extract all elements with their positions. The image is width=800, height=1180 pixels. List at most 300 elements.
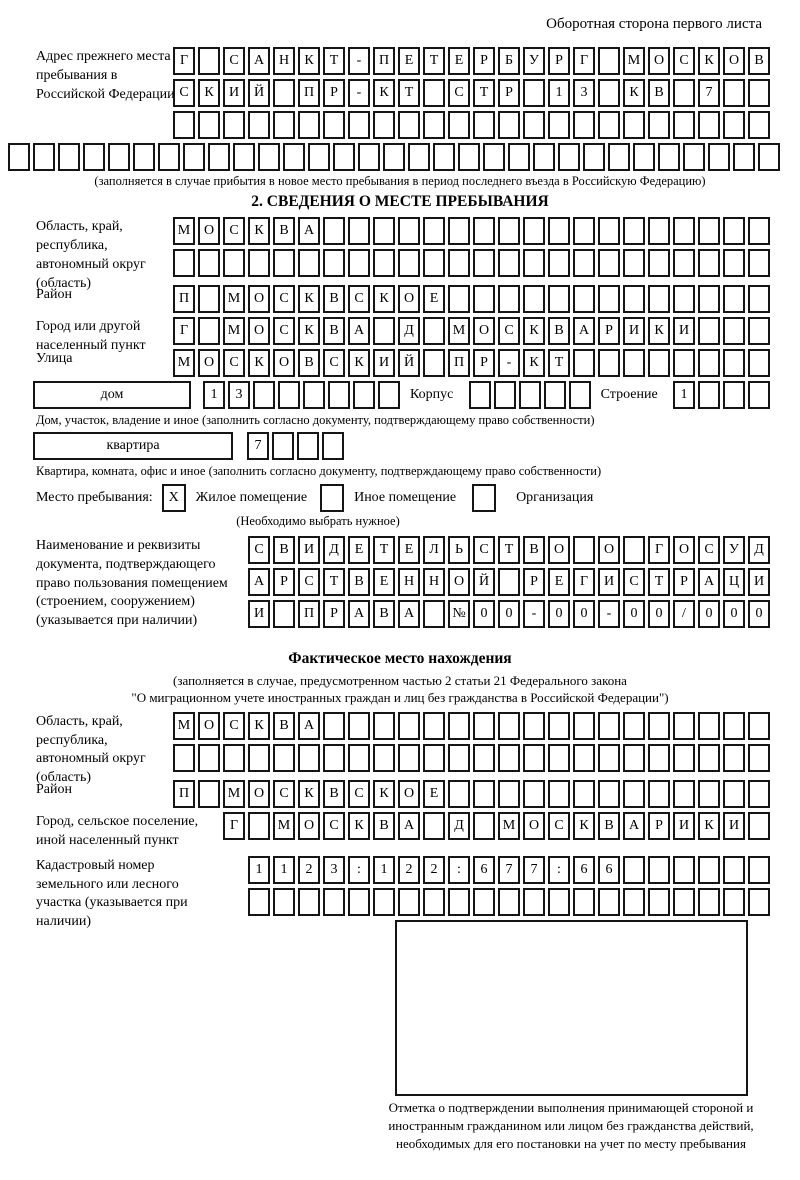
char-cell[interactable]: В bbox=[323, 317, 345, 345]
char-cell[interactable]: Д bbox=[748, 536, 770, 564]
char-cell[interactable]: Г bbox=[573, 568, 595, 596]
char-cell[interactable] bbox=[498, 285, 520, 313]
char-cell[interactable] bbox=[272, 432, 294, 460]
char-cell[interactable]: 0 bbox=[548, 600, 570, 628]
char-cell[interactable]: К bbox=[373, 780, 395, 808]
char-cell[interactable]: 2 bbox=[298, 856, 320, 884]
char-cell[interactable]: О bbox=[648, 47, 670, 75]
char-cell[interactable]: С bbox=[273, 317, 295, 345]
char-cell[interactable] bbox=[322, 432, 344, 460]
char-cell[interactable]: Н bbox=[273, 47, 295, 75]
char-cell[interactable] bbox=[723, 780, 745, 808]
char-cell[interactable]: О bbox=[248, 285, 270, 313]
char-cell[interactable] bbox=[648, 888, 670, 916]
char-cell[interactable] bbox=[623, 744, 645, 772]
char-cell[interactable] bbox=[748, 812, 770, 840]
char-cell[interactable]: 0 bbox=[623, 600, 645, 628]
char-cell[interactable] bbox=[298, 888, 320, 916]
char-cell[interactable] bbox=[498, 744, 520, 772]
char-cell[interactable]: Н bbox=[423, 568, 445, 596]
char-cell[interactable] bbox=[523, 111, 545, 139]
char-cell[interactable] bbox=[598, 111, 620, 139]
char-cell[interactable]: - bbox=[348, 47, 370, 75]
char-cell[interactable] bbox=[673, 249, 695, 277]
char-cell[interactable] bbox=[698, 111, 720, 139]
char-cell[interactable]: К bbox=[298, 780, 320, 808]
char-cell[interactable] bbox=[583, 143, 605, 171]
char-cell[interactable] bbox=[598, 780, 620, 808]
char-cell[interactable]: И bbox=[373, 349, 395, 377]
char-cell[interactable]: М bbox=[273, 812, 295, 840]
char-cell[interactable]: 6 bbox=[473, 856, 495, 884]
char-cell[interactable] bbox=[623, 217, 645, 245]
char-cell[interactable] bbox=[748, 856, 770, 884]
char-cell[interactable] bbox=[558, 143, 580, 171]
char-cell[interactable] bbox=[623, 249, 645, 277]
char-cell[interactable] bbox=[723, 349, 745, 377]
char-cell[interactable] bbox=[323, 111, 345, 139]
char-cell[interactable] bbox=[573, 249, 595, 277]
char-cell[interactable]: В bbox=[648, 79, 670, 107]
char-cell[interactable]: В bbox=[273, 712, 295, 740]
char-cell[interactable] bbox=[158, 143, 180, 171]
char-cell[interactable]: Г bbox=[223, 812, 245, 840]
char-cell[interactable]: О bbox=[273, 349, 295, 377]
char-cell[interactable] bbox=[573, 111, 595, 139]
char-cell[interactable] bbox=[248, 744, 270, 772]
char-cell[interactable]: В bbox=[273, 217, 295, 245]
char-cell[interactable] bbox=[423, 812, 445, 840]
char-cell[interactable] bbox=[283, 143, 305, 171]
char-cell[interactable]: Т bbox=[473, 79, 495, 107]
char-cell[interactable] bbox=[173, 249, 195, 277]
char-cell[interactable] bbox=[8, 143, 30, 171]
char-cell[interactable] bbox=[748, 111, 770, 139]
char-cell[interactable] bbox=[448, 249, 470, 277]
char-cell[interactable] bbox=[673, 111, 695, 139]
char-cell[interactable] bbox=[208, 143, 230, 171]
char-cell[interactable] bbox=[573, 712, 595, 740]
char-cell[interactable] bbox=[133, 143, 155, 171]
char-cell[interactable]: О bbox=[298, 812, 320, 840]
char-cell[interactable] bbox=[723, 317, 745, 345]
char-cell[interactable]: - bbox=[348, 79, 370, 107]
char-cell[interactable] bbox=[623, 536, 645, 564]
char-cell[interactable] bbox=[248, 111, 270, 139]
char-cell[interactable] bbox=[698, 744, 720, 772]
char-cell[interactable]: И bbox=[623, 317, 645, 345]
char-cell[interactable]: У bbox=[523, 47, 545, 75]
char-cell[interactable] bbox=[473, 111, 495, 139]
char-cell[interactable] bbox=[333, 143, 355, 171]
char-cell[interactable] bbox=[273, 79, 295, 107]
char-cell[interactable] bbox=[748, 349, 770, 377]
char-cell[interactable] bbox=[323, 888, 345, 916]
char-cell[interactable] bbox=[698, 888, 720, 916]
char-cell[interactable]: К bbox=[523, 349, 545, 377]
char-cell[interactable] bbox=[358, 143, 380, 171]
char-cell[interactable]: Р bbox=[473, 47, 495, 75]
char-cell[interactable]: 7 bbox=[498, 856, 520, 884]
char-cell[interactable] bbox=[278, 381, 300, 409]
char-cell[interactable] bbox=[423, 744, 445, 772]
char-cell[interactable]: М bbox=[173, 217, 195, 245]
char-cell[interactable]: К bbox=[248, 349, 270, 377]
char-cell[interactable]: Т bbox=[398, 79, 420, 107]
char-cell[interactable]: О bbox=[723, 47, 745, 75]
char-cell[interactable] bbox=[673, 349, 695, 377]
char-cell[interactable] bbox=[748, 712, 770, 740]
char-cell[interactable]: Е bbox=[348, 536, 370, 564]
char-cell[interactable] bbox=[698, 249, 720, 277]
char-cell[interactable]: Д bbox=[323, 536, 345, 564]
char-cell[interactable] bbox=[398, 111, 420, 139]
char-cell[interactable]: И bbox=[298, 536, 320, 564]
char-cell[interactable] bbox=[723, 712, 745, 740]
char-cell[interactable] bbox=[623, 285, 645, 313]
char-cell[interactable]: О bbox=[548, 536, 570, 564]
char-cell[interactable] bbox=[533, 143, 555, 171]
char-cell[interactable] bbox=[198, 249, 220, 277]
char-cell[interactable]: Р bbox=[273, 568, 295, 596]
char-cell[interactable] bbox=[423, 600, 445, 628]
char-cell[interactable]: А bbox=[398, 600, 420, 628]
char-cell[interactable]: К bbox=[573, 812, 595, 840]
char-cell[interactable]: Ц bbox=[723, 568, 745, 596]
char-cell[interactable] bbox=[473, 780, 495, 808]
char-cell[interactable] bbox=[223, 744, 245, 772]
char-cell[interactable]: С bbox=[548, 812, 570, 840]
char-cell[interactable]: О bbox=[473, 317, 495, 345]
char-cell[interactable]: И bbox=[598, 568, 620, 596]
char-cell[interactable] bbox=[398, 712, 420, 740]
char-cell[interactable] bbox=[523, 217, 545, 245]
char-cell[interactable]: Л bbox=[423, 536, 445, 564]
char-cell[interactable]: О bbox=[198, 217, 220, 245]
char-cell[interactable] bbox=[448, 285, 470, 313]
char-cell[interactable] bbox=[248, 812, 270, 840]
char-cell[interactable] bbox=[548, 780, 570, 808]
char-cell[interactable]: П bbox=[373, 47, 395, 75]
char-cell[interactable]: Й bbox=[248, 79, 270, 107]
char-cell[interactable] bbox=[598, 888, 620, 916]
char-cell[interactable]: 3 bbox=[323, 856, 345, 884]
char-cell[interactable]: Т bbox=[323, 568, 345, 596]
char-cell[interactable]: О bbox=[198, 712, 220, 740]
char-cell[interactable] bbox=[758, 143, 780, 171]
char-cell[interactable]: С bbox=[248, 536, 270, 564]
char-cell[interactable] bbox=[348, 744, 370, 772]
char-cell[interactable]: М bbox=[223, 285, 245, 313]
char-cell[interactable]: С bbox=[223, 47, 245, 75]
char-cell[interactable]: 2 bbox=[398, 856, 420, 884]
char-cell[interactable]: Т bbox=[648, 568, 670, 596]
char-cell[interactable] bbox=[573, 744, 595, 772]
char-cell[interactable] bbox=[673, 744, 695, 772]
char-cell[interactable] bbox=[423, 317, 445, 345]
char-cell[interactable] bbox=[723, 888, 745, 916]
char-cell[interactable] bbox=[498, 568, 520, 596]
char-cell[interactable] bbox=[308, 143, 330, 171]
char-cell[interactable]: : bbox=[448, 856, 470, 884]
char-cell[interactable] bbox=[198, 780, 220, 808]
char-cell[interactable] bbox=[508, 143, 530, 171]
char-cell[interactable] bbox=[473, 217, 495, 245]
char-cell[interactable] bbox=[573, 217, 595, 245]
char-cell[interactable]: К bbox=[298, 285, 320, 313]
char-cell[interactable]: К bbox=[348, 812, 370, 840]
char-cell[interactable]: Н bbox=[398, 568, 420, 596]
char-cell[interactable]: М bbox=[623, 47, 645, 75]
char-cell[interactable] bbox=[673, 888, 695, 916]
char-cell[interactable] bbox=[498, 888, 520, 916]
char-cell[interactable] bbox=[373, 249, 395, 277]
char-cell[interactable] bbox=[548, 285, 570, 313]
char-cell[interactable]: А bbox=[248, 47, 270, 75]
char-cell[interactable]: С bbox=[298, 568, 320, 596]
char-cell[interactable] bbox=[378, 381, 400, 409]
char-cell[interactable] bbox=[748, 780, 770, 808]
char-cell[interactable]: С bbox=[498, 317, 520, 345]
char-cell[interactable]: Т bbox=[373, 536, 395, 564]
char-cell[interactable]: В bbox=[273, 536, 295, 564]
char-cell[interactable]: К bbox=[248, 217, 270, 245]
char-cell[interactable]: 0 bbox=[648, 600, 670, 628]
char-cell[interactable] bbox=[523, 285, 545, 313]
char-cell[interactable] bbox=[398, 217, 420, 245]
char-cell[interactable]: М bbox=[448, 317, 470, 345]
char-cell[interactable]: С bbox=[223, 349, 245, 377]
char-cell[interactable] bbox=[648, 249, 670, 277]
char-cell[interactable] bbox=[183, 143, 205, 171]
char-cell[interactable]: 2 bbox=[423, 856, 445, 884]
char-cell[interactable]: В bbox=[373, 812, 395, 840]
char-cell[interactable]: 1 bbox=[248, 856, 270, 884]
char-cell[interactable] bbox=[733, 143, 755, 171]
char-cell[interactable]: М bbox=[498, 812, 520, 840]
char-cell[interactable]: С bbox=[273, 780, 295, 808]
char-cell[interactable] bbox=[328, 381, 350, 409]
char-cell[interactable] bbox=[423, 249, 445, 277]
char-cell[interactable] bbox=[473, 812, 495, 840]
char-cell[interactable] bbox=[298, 249, 320, 277]
char-cell[interactable]: А bbox=[348, 600, 370, 628]
char-cell[interactable]: Р bbox=[648, 812, 670, 840]
char-cell[interactable]: К bbox=[698, 47, 720, 75]
char-cell[interactable] bbox=[748, 744, 770, 772]
char-cell[interactable]: Ь bbox=[448, 536, 470, 564]
char-cell[interactable]: С bbox=[698, 536, 720, 564]
char-cell[interactable] bbox=[248, 888, 270, 916]
char-cell[interactable]: 1 bbox=[273, 856, 295, 884]
char-cell[interactable] bbox=[173, 744, 195, 772]
char-cell[interactable]: - bbox=[523, 600, 545, 628]
char-cell[interactable]: Д bbox=[448, 812, 470, 840]
char-cell[interactable]: И bbox=[248, 600, 270, 628]
char-cell[interactable] bbox=[648, 780, 670, 808]
char-cell[interactable] bbox=[498, 111, 520, 139]
char-cell[interactable]: С bbox=[348, 285, 370, 313]
char-cell[interactable]: Е bbox=[398, 47, 420, 75]
char-cell[interactable] bbox=[108, 143, 130, 171]
char-cell[interactable] bbox=[723, 249, 745, 277]
char-cell[interactable]: Г bbox=[573, 47, 595, 75]
char-cell[interactable] bbox=[297, 432, 319, 460]
char-cell[interactable] bbox=[408, 143, 430, 171]
char-cell[interactable] bbox=[698, 349, 720, 377]
char-cell[interactable]: В bbox=[548, 317, 570, 345]
char-cell[interactable] bbox=[423, 349, 445, 377]
char-cell[interactable]: П bbox=[298, 600, 320, 628]
char-cell[interactable] bbox=[483, 143, 505, 171]
char-cell[interactable] bbox=[748, 285, 770, 313]
char-cell[interactable]: В bbox=[323, 780, 345, 808]
char-cell[interactable]: О bbox=[598, 536, 620, 564]
char-cell[interactable] bbox=[723, 856, 745, 884]
char-cell[interactable] bbox=[273, 888, 295, 916]
char-cell[interactable]: : bbox=[348, 856, 370, 884]
char-cell[interactable]: С bbox=[673, 47, 695, 75]
char-cell[interactable] bbox=[723, 79, 745, 107]
char-cell[interactable] bbox=[448, 111, 470, 139]
char-cell[interactable] bbox=[573, 780, 595, 808]
char-cell[interactable]: 7 bbox=[523, 856, 545, 884]
char-cell[interactable] bbox=[373, 744, 395, 772]
char-cell[interactable] bbox=[569, 381, 591, 409]
char-cell[interactable] bbox=[698, 217, 720, 245]
char-cell[interactable]: П bbox=[173, 780, 195, 808]
char-cell[interactable]: К bbox=[698, 812, 720, 840]
char-cell[interactable] bbox=[723, 111, 745, 139]
char-cell[interactable] bbox=[698, 381, 720, 409]
char-cell[interactable]: Е bbox=[373, 568, 395, 596]
char-cell[interactable]: С bbox=[323, 812, 345, 840]
char-cell[interactable]: С bbox=[448, 79, 470, 107]
char-cell[interactable] bbox=[398, 249, 420, 277]
char-cell[interactable] bbox=[748, 888, 770, 916]
char-cell[interactable]: Р bbox=[323, 600, 345, 628]
char-cell[interactable] bbox=[33, 143, 55, 171]
char-cell[interactable] bbox=[523, 79, 545, 107]
char-cell[interactable]: П bbox=[173, 285, 195, 313]
char-cell[interactable]: Й bbox=[398, 349, 420, 377]
char-cell[interactable]: Р bbox=[523, 568, 545, 596]
char-cell[interactable]: 6 bbox=[573, 856, 595, 884]
char-cell[interactable] bbox=[198, 285, 220, 313]
char-cell[interactable] bbox=[423, 111, 445, 139]
char-cell[interactable] bbox=[548, 249, 570, 277]
char-cell[interactable] bbox=[348, 712, 370, 740]
char-cell[interactable] bbox=[348, 888, 370, 916]
char-cell[interactable]: М bbox=[223, 780, 245, 808]
char-cell[interactable] bbox=[523, 744, 545, 772]
char-cell[interactable] bbox=[323, 217, 345, 245]
char-cell[interactable]: Й bbox=[473, 568, 495, 596]
char-cell[interactable]: С bbox=[223, 712, 245, 740]
char-cell[interactable]: Р bbox=[473, 349, 495, 377]
char-cell[interactable]: С bbox=[348, 780, 370, 808]
char-cell[interactable] bbox=[548, 712, 570, 740]
char-cell[interactable]: У bbox=[723, 536, 745, 564]
char-cell[interactable] bbox=[673, 79, 695, 107]
char-cell[interactable]: А bbox=[298, 712, 320, 740]
char-cell[interactable] bbox=[523, 888, 545, 916]
char-cell[interactable]: 0 bbox=[573, 600, 595, 628]
char-cell[interactable]: Г bbox=[648, 536, 670, 564]
char-cell[interactable]: К bbox=[623, 79, 645, 107]
char-cell[interactable] bbox=[323, 249, 345, 277]
char-cell[interactable] bbox=[473, 744, 495, 772]
stay-type-checkbox-organization[interactable] bbox=[472, 484, 496, 512]
char-cell[interactable]: А bbox=[248, 568, 270, 596]
char-cell[interactable]: - bbox=[498, 349, 520, 377]
char-cell[interactable]: А bbox=[698, 568, 720, 596]
stay-type-checkbox-other[interactable] bbox=[320, 484, 344, 512]
char-cell[interactable] bbox=[448, 780, 470, 808]
char-cell[interactable] bbox=[608, 143, 630, 171]
char-cell[interactable] bbox=[253, 381, 275, 409]
char-cell[interactable]: 0 bbox=[723, 600, 745, 628]
char-cell[interactable] bbox=[598, 47, 620, 75]
char-cell[interactable] bbox=[373, 317, 395, 345]
char-cell[interactable] bbox=[548, 888, 570, 916]
char-cell[interactable] bbox=[248, 249, 270, 277]
char-cell[interactable] bbox=[348, 217, 370, 245]
char-cell[interactable]: О bbox=[248, 317, 270, 345]
char-cell[interactable]: М bbox=[173, 712, 195, 740]
char-cell[interactable] bbox=[498, 217, 520, 245]
char-cell[interactable]: К bbox=[373, 79, 395, 107]
char-cell[interactable]: - bbox=[598, 600, 620, 628]
char-cell[interactable] bbox=[198, 47, 220, 75]
char-cell[interactable]: 7 bbox=[247, 432, 269, 460]
char-cell[interactable]: 7 bbox=[698, 79, 720, 107]
char-cell[interactable] bbox=[473, 712, 495, 740]
char-cell[interactable] bbox=[448, 744, 470, 772]
char-cell[interactable] bbox=[673, 285, 695, 313]
char-cell[interactable] bbox=[748, 249, 770, 277]
char-cell[interactable] bbox=[353, 381, 375, 409]
char-cell[interactable] bbox=[198, 744, 220, 772]
char-cell[interactable] bbox=[723, 381, 745, 409]
char-cell[interactable]: А bbox=[623, 812, 645, 840]
char-cell[interactable] bbox=[423, 217, 445, 245]
char-cell[interactable] bbox=[648, 712, 670, 740]
char-cell[interactable]: К bbox=[648, 317, 670, 345]
char-cell[interactable] bbox=[648, 856, 670, 884]
char-cell[interactable] bbox=[748, 217, 770, 245]
char-cell[interactable]: Т bbox=[498, 536, 520, 564]
char-cell[interactable]: К bbox=[348, 349, 370, 377]
char-cell[interactable] bbox=[683, 143, 705, 171]
char-cell[interactable] bbox=[623, 349, 645, 377]
char-cell[interactable] bbox=[598, 349, 620, 377]
char-cell[interactable] bbox=[723, 217, 745, 245]
char-cell[interactable]: 3 bbox=[573, 79, 595, 107]
char-cell[interactable] bbox=[298, 744, 320, 772]
char-cell[interactable] bbox=[548, 217, 570, 245]
char-cell[interactable] bbox=[708, 143, 730, 171]
char-cell[interactable]: Е bbox=[448, 47, 470, 75]
char-cell[interactable] bbox=[223, 111, 245, 139]
char-cell[interactable] bbox=[648, 217, 670, 245]
char-cell[interactable]: А bbox=[573, 317, 595, 345]
char-cell[interactable]: М bbox=[173, 349, 195, 377]
char-cell[interactable]: 0 bbox=[698, 600, 720, 628]
char-cell[interactable]: О bbox=[448, 568, 470, 596]
char-cell[interactable] bbox=[323, 744, 345, 772]
char-cell[interactable] bbox=[698, 285, 720, 313]
